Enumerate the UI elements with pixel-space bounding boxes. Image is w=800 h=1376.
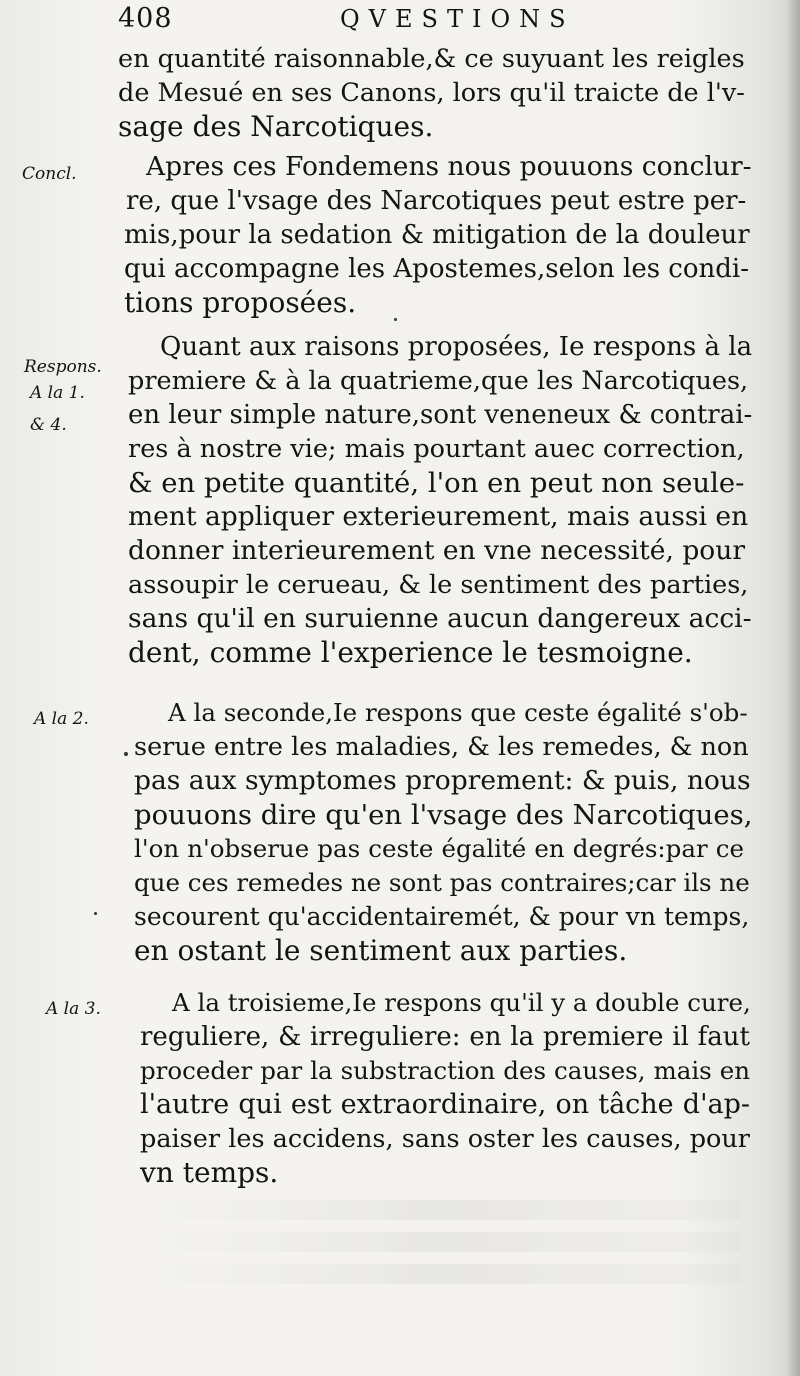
text-line: assoupir le cerueau, & le sentiment des parties, — [128, 570, 749, 600]
text-line: de Mesué en ses Canons, lors qu'il traicte de l'v- — [118, 78, 745, 108]
text-line: pouuons dire qu'en l'vsage des Narcotiques, — [134, 799, 753, 831]
text-line: paiser les accidens, sans oster les causes, pour — [140, 1124, 750, 1154]
text-line: Apres ces Fondemens nous pouuons conclur- — [146, 151, 752, 182]
bleed-through-line — [140, 1232, 740, 1252]
text-line: pas aux symptomes proprement: & puis, nous — [134, 765, 751, 796]
text-line: & en petite quantité, l'on en peut non seule- — [128, 467, 745, 499]
text-line: en ostant le sentiment aux parties. — [134, 934, 628, 967]
text-line: en quantité raisonnable,& ce suyuant les reigles — [118, 44, 745, 74]
text-line: en leur simple nature,sont veneneux & contrai- — [128, 400, 753, 430]
text-line: Quant aux raisons proposées, Ie respons à la — [160, 332, 753, 362]
text-line: sans qu'il en suruienne aucun dangereux acci- — [128, 603, 752, 634]
text-line: l'autre qui est extraordinaire, on tâche d'ap- — [140, 1089, 750, 1120]
text-line: qui accompagne les Apostemes,selon les condi- — [124, 254, 750, 284]
text-line: dent, comme l'experience le tesmoigne. — [128, 636, 693, 669]
text-line: ment appliquer exterieurement, mais aussi en — [128, 501, 749, 532]
margin-note-a-la-3: A la 3. — [46, 999, 101, 1019]
text-line: res à nostre vie; mais pourtant auec correction, — [128, 434, 745, 464]
text-line: tions proposées. — [124, 286, 357, 319]
text-line: serue entre les maladies, & les remedes, & non — [134, 732, 749, 762]
ink-speck — [94, 912, 97, 915]
text-line: donner interieurement en vne necessité, pour — [128, 535, 745, 566]
margin-note-a-la-1: A la 1. — [30, 383, 85, 403]
ink-speck — [124, 752, 128, 756]
text-line: re, que l'vsage des Narcotiques peut estre per- — [126, 186, 747, 216]
running-title: QVESTIONS — [340, 5, 575, 33]
text-line: premiere & à la quatrieme,que les Narcotiques, — [128, 366, 749, 396]
text-line: A la seconde,Ie respons que ceste égalité s'ob- — [168, 698, 748, 727]
text-line: que ces remedes ne sont pas contraires;car ils ne — [134, 868, 750, 897]
ink-speck — [394, 318, 397, 321]
text-line: sage des Narcotiques. — [118, 110, 434, 143]
bleed-through-line — [140, 1200, 740, 1220]
margin-note-et-4: & 4. — [30, 415, 67, 435]
text-line: mis,pour la sedation & mitigation de la douleur — [124, 220, 750, 250]
text-line: l'on n'obserue pas ceste égalité en degrés:par ce — [134, 834, 744, 863]
margin-note-concl: Concl. — [22, 164, 77, 184]
bleed-through-line — [140, 1264, 740, 1284]
page-gutter-shadow — [786, 0, 800, 1376]
text-line: A la troisieme,Ie respons qu'il y a double cure, — [172, 988, 751, 1017]
text-line: proceder par la substraction des causes, mais en — [140, 1056, 750, 1085]
text-line: reguliere, & irreguliere: en la premiere il faut — [140, 1022, 750, 1052]
text-line: secourent qu'accidentairemét, & pour vn temps, — [134, 902, 750, 931]
page-number: 408 — [118, 3, 173, 34]
page-header — [118, 2, 738, 36]
text-line: vn temps. — [140, 1156, 279, 1189]
margin-note-respons: Respons. — [24, 357, 102, 377]
margin-note-a-la-2: A la 2. — [34, 709, 89, 729]
